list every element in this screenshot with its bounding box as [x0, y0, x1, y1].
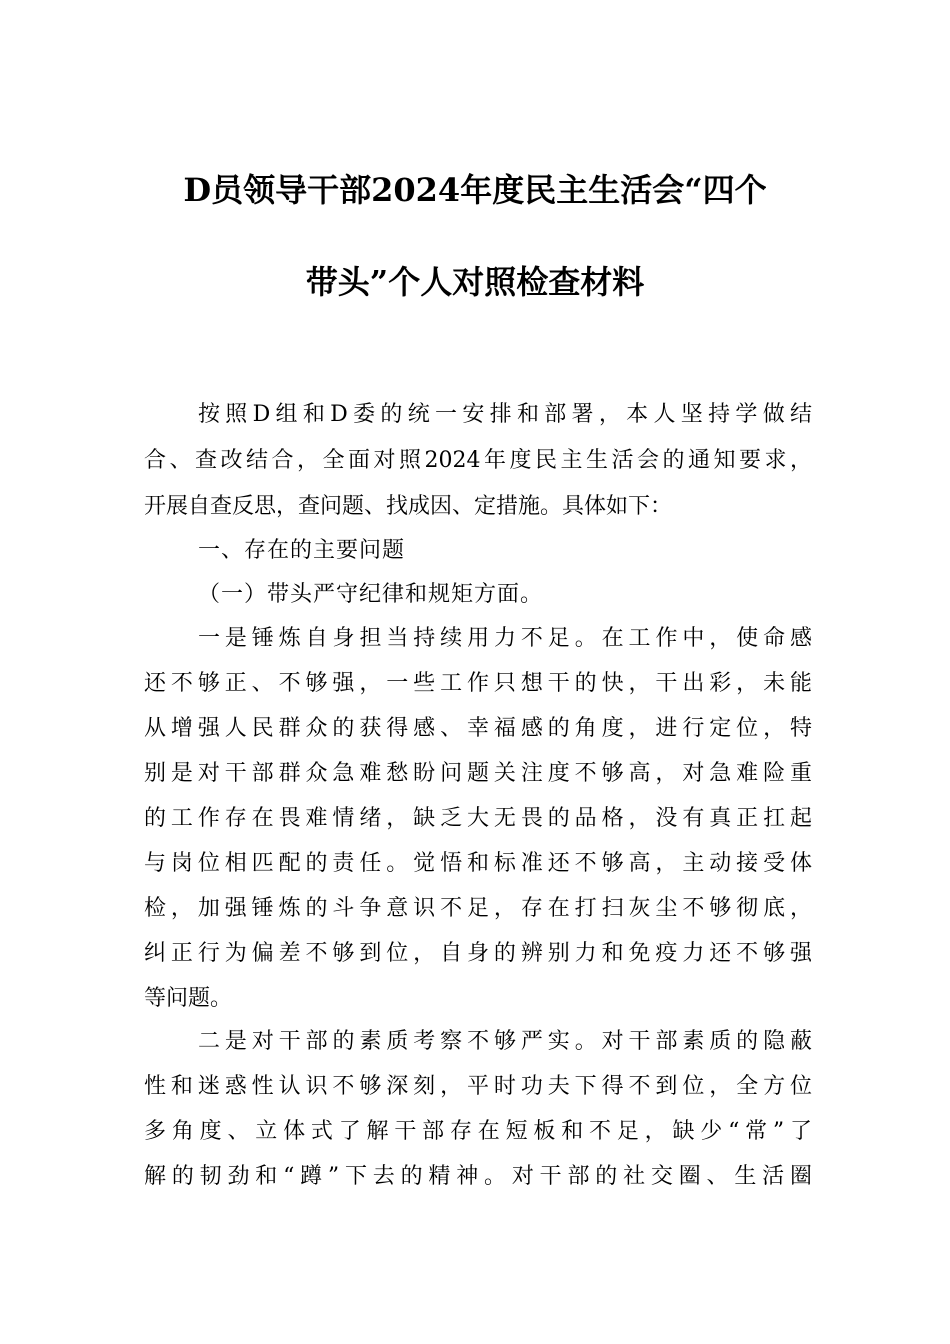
para1-line-3: 从增强人民群众的获得感、幸福感的角度，进行定位，特: [144, 716, 812, 741]
document-title-line-1: D员领导干部2024年度民主生活会“四个: [183, 171, 767, 209]
para1-line-7: 检，加强锤炼的斗争意识不足，存在打扫灰尘不够彻底，: [144, 896, 812, 921]
para2-line-4: 解的韧劲和“蹲”下去的精神。对干部的社交圈、生活圈: [144, 1164, 812, 1189]
para1-line-1: 一是锤炼自身担当持续用力不足。在工作中，使命感: [198, 626, 812, 651]
intro-line-3: 开展自查反思，查问题、找成因、定措施。具体如下：: [144, 494, 673, 519]
section-heading: 一、存在的主要问题: [198, 538, 406, 563]
subsection-heading: （一）带头严守纪律和规矩方面。: [198, 582, 544, 607]
intro-line-1: 按照D组和D委的统一安排和部署，本人坚持学做结: [198, 402, 812, 427]
document-title-line-2: 带头”个人对照检查材料: [305, 263, 645, 301]
para2-line-2: 性和迷惑性认识不够深刻，平时功夫下得不到位，全方位: [144, 1074, 812, 1099]
para1-line-4: 别是对干部群众急难愁盼问题关注度不够高，对急难险重: [144, 761, 812, 786]
intro-line-2: 合、查改结合，全面对照2024年度民主生活会的通知要求，: [144, 448, 812, 473]
para1-line-9: 等问题。: [144, 986, 233, 1011]
para2-line-1: 二是对干部的素质考察不够严实。对干部素质的隐蔽: [198, 1029, 812, 1054]
para1-line-5: 的工作存在畏难情绪，缺乏大无畏的品格，没有真正扛起: [144, 806, 812, 831]
para1-line-2: 还不够正、不够强，一些工作只想干的快，干出彩，未能: [144, 671, 812, 696]
para1-line-6: 与岗位相匹配的责任。觉悟和标准还不够高，主动接受体: [144, 851, 812, 876]
para2-line-3: 多角度、立体式了解干部存在短板和不足，缺少“常”了: [144, 1119, 812, 1144]
para1-line-8: 纠正行为偏差不够到位，自身的辨别力和免疫力还不够强: [144, 941, 812, 966]
